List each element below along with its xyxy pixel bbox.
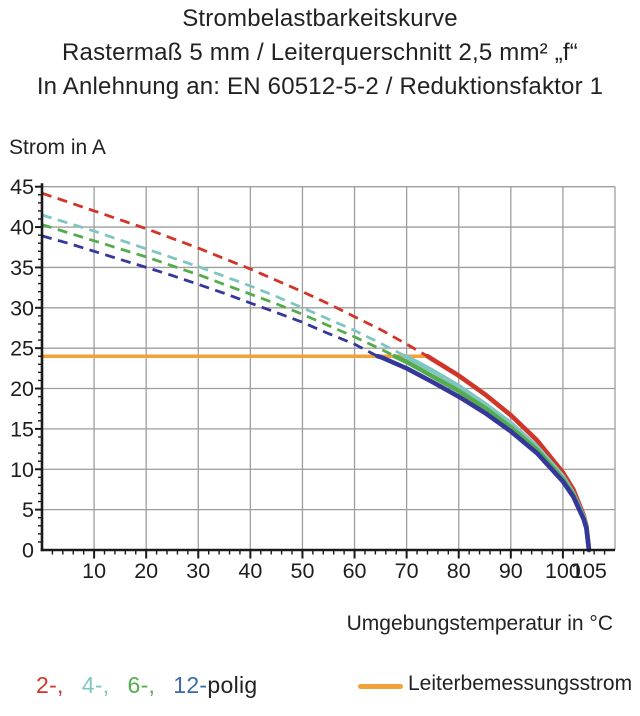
x-tick-label: 100 xyxy=(544,559,581,583)
x-tick-label: 105 xyxy=(571,559,607,583)
page-title: Strombelastbarkeitskurve xyxy=(182,5,458,32)
y-axis-title: Strom in A xyxy=(9,136,106,159)
legend-item-6-polig: 6-, xyxy=(127,672,156,698)
x-tick-label: 80 xyxy=(446,559,471,583)
legend-item-4-polig: 4-, xyxy=(81,672,110,698)
y-tick-label: 40 xyxy=(10,215,34,240)
y-tick-label: 35 xyxy=(10,255,34,280)
chart-title-block xyxy=(0,2,640,104)
series-dashed-4-polig xyxy=(42,215,406,356)
y-tick-label: 5 xyxy=(22,498,34,523)
x-tick-label: 30 xyxy=(186,559,211,583)
y-tick-label: 45 xyxy=(10,175,34,200)
x-axis-title: Umgebungstemperatur in °C xyxy=(346,612,613,635)
x-tick-label: 10 xyxy=(82,559,107,583)
y-tick-label: 25 xyxy=(10,336,34,361)
series-dashed-12-polig xyxy=(42,236,378,356)
series-solid-12-polig xyxy=(378,356,590,550)
page-subtitle-2: In Anlehnung an: EN 60512-5-2 / Reduktionsfaktor 1 xyxy=(36,73,604,100)
x-tick-label: 20 xyxy=(134,559,159,583)
rated-current-line-swatch xyxy=(358,684,403,689)
x-tick-label: 40 xyxy=(238,559,263,583)
page-subtitle-1: Rastermaß 5 mm / Leiterquerschnitt 2,5 mm² „f“ xyxy=(62,39,578,66)
x-tick-label: 70 xyxy=(394,559,419,583)
x-tick-label: 90 xyxy=(498,559,523,583)
chart-plot xyxy=(0,130,640,612)
x-tick-label: 60 xyxy=(342,559,367,583)
legend-poles xyxy=(36,672,258,699)
series-solid-6-polig xyxy=(395,356,589,550)
legend-item-2-polig: 2-, xyxy=(36,672,64,698)
y-tick-label: 10 xyxy=(10,457,34,482)
legend-poles-suffix: polig xyxy=(207,672,258,698)
y-tick-label: 20 xyxy=(10,377,34,402)
y-tick-label: 15 xyxy=(10,417,34,442)
chart-svg xyxy=(0,130,640,612)
series-dashed-2-polig xyxy=(42,193,428,356)
legend-item-12-polig: 12- xyxy=(173,672,208,698)
y-tick-label: 0 xyxy=(22,538,34,563)
y-tick-label: 30 xyxy=(10,296,34,321)
rated-current-legend-label: Leiterbemessungsstrom xyxy=(408,672,633,695)
series-solid-4-polig xyxy=(406,356,589,550)
x-tick-label: 50 xyxy=(290,559,315,583)
